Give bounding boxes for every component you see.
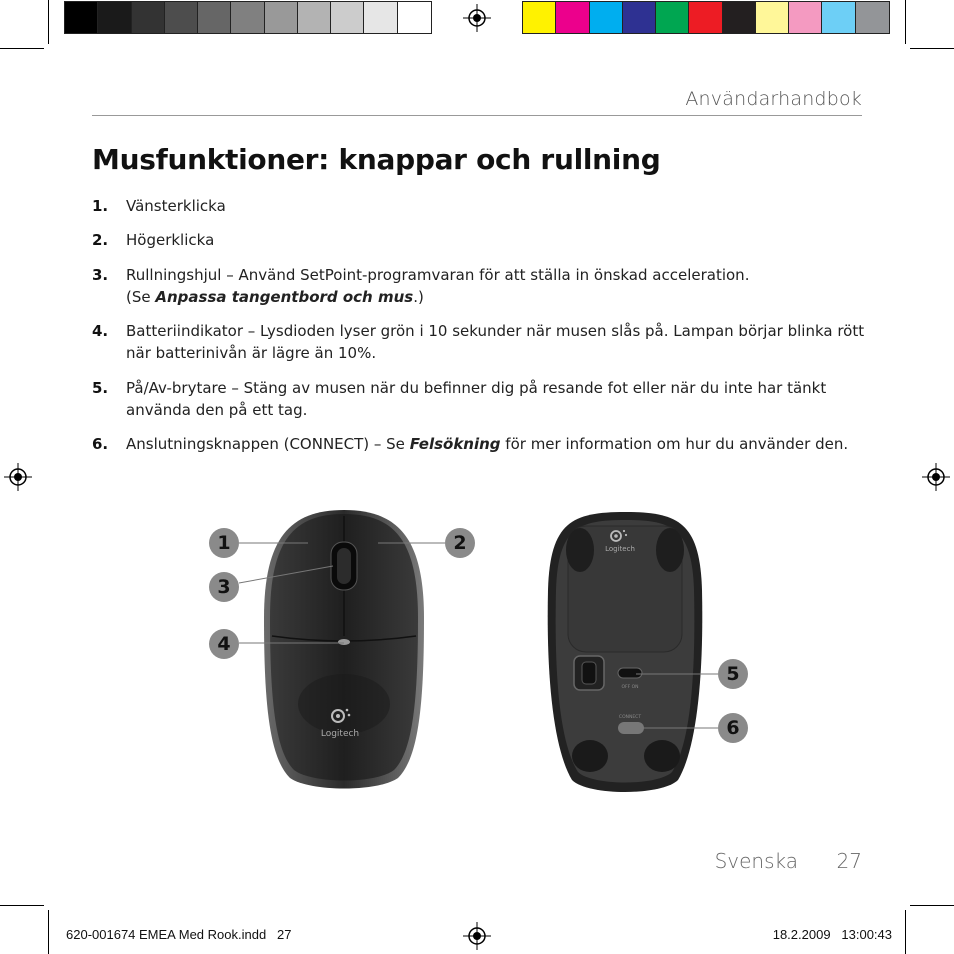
registration-mark-icon <box>463 4 491 32</box>
color-swatch <box>822 2 855 33</box>
registration-mark-icon <box>463 922 491 950</box>
list-item <box>92 320 872 364</box>
item-text-part: för mer information om hur du använder den. <box>500 435 849 453</box>
callout-6: 6 <box>718 713 748 743</box>
crop-mark <box>48 910 49 954</box>
color-swatch <box>523 2 556 33</box>
color-swatch <box>756 2 789 33</box>
slug-timestamp: 18.2.2009 13:00:43 <box>772 927 892 942</box>
page-title: Musfunktioner: knappar och rullning <box>92 143 661 176</box>
item-text-part: (Se <box>126 288 156 306</box>
page-number: 27 <box>836 849 862 873</box>
color-swatch <box>165 2 198 33</box>
color-swatch <box>364 2 397 33</box>
color-swatch <box>856 2 889 33</box>
process-color-bar <box>522 1 890 34</box>
color-swatch <box>132 2 165 33</box>
grayscale-color-bar <box>64 1 432 34</box>
color-swatch <box>198 2 231 33</box>
item-text: Vänsterklicka <box>126 197 226 215</box>
item-text <box>126 433 871 455</box>
footer-language: Svenska <box>714 849 798 873</box>
item-number: 3. <box>92 266 109 284</box>
color-swatch <box>723 2 756 33</box>
item-number: 5. <box>92 379 109 397</box>
mouse-bottom-view-illustration <box>544 510 706 798</box>
item-text-part: Anslutningsknappen (CONNECT) – Se <box>126 435 410 453</box>
cross-reference-link[interactable]: Felsökning <box>409 435 501 453</box>
color-swatch <box>623 2 656 33</box>
crop-mark <box>0 905 44 906</box>
item-number: 2. <box>92 231 109 249</box>
slug-file-info: 620-001674 EMEA Med Rook.indd 27 <box>66 927 292 942</box>
callout-3: 3 <box>209 572 239 602</box>
color-swatch <box>98 2 131 33</box>
color-swatch <box>231 2 264 33</box>
item-number: 1. <box>92 197 109 215</box>
item-text: Batteriindikator – Lysdioden lyser grön i 10 sekunder när musen slås på. Lampan börjar blinka rött när batterinivån är lägre än 10%. <box>126 322 865 362</box>
color-swatch <box>656 2 689 33</box>
crop-mark <box>48 0 49 44</box>
item-text: På/Av-brytare – Stäng av musen när du befinner dig på resande fot eller när du inte har tänkt använda den på ett tag. <box>126 379 827 419</box>
brand-label: Logitech <box>320 729 360 739</box>
header-rule <box>92 115 862 116</box>
color-swatch <box>298 2 331 33</box>
color-swatch <box>689 2 722 33</box>
color-swatch <box>331 2 364 33</box>
callout-2: 2 <box>445 528 475 558</box>
registration-mark-icon <box>922 463 950 491</box>
crop-mark <box>910 48 954 49</box>
color-swatch <box>265 2 298 33</box>
mouse-top-view-illustration <box>258 508 430 794</box>
crop-mark <box>910 905 954 906</box>
callout-5: 5 <box>718 659 748 689</box>
brand-label: Logitech <box>605 545 635 553</box>
crop-mark <box>905 910 906 954</box>
crop-mark <box>0 48 44 49</box>
color-swatch <box>556 2 589 33</box>
color-swatch <box>398 2 431 33</box>
crop-mark <box>905 0 906 44</box>
item-text-part: Rullningshjul – Använd SetPoint-programvaran för att ställa in önskad acceleration. <box>126 266 750 284</box>
color-swatch <box>590 2 623 33</box>
cross-reference-link[interactable]: Anpassa tangentbord och mus <box>155 288 414 306</box>
list-item <box>92 264 872 308</box>
connect-label: CONNECT <box>618 715 642 720</box>
callout-1: 1 <box>209 528 239 558</box>
color-swatch <box>789 2 822 33</box>
item-text-part: .) <box>413 288 424 306</box>
registration-mark-icon <box>4 463 32 491</box>
list-item <box>92 377 872 421</box>
callout-4: 4 <box>209 629 239 659</box>
switch-labels: OFF ON <box>621 685 639 690</box>
item-text: Högerklicka <box>126 231 215 249</box>
item-number: 6. <box>92 435 109 453</box>
color-swatch <box>65 2 98 33</box>
header-label: Användarhandbok <box>685 88 862 110</box>
item-text <box>126 264 871 308</box>
item-number: 4. <box>92 322 109 340</box>
